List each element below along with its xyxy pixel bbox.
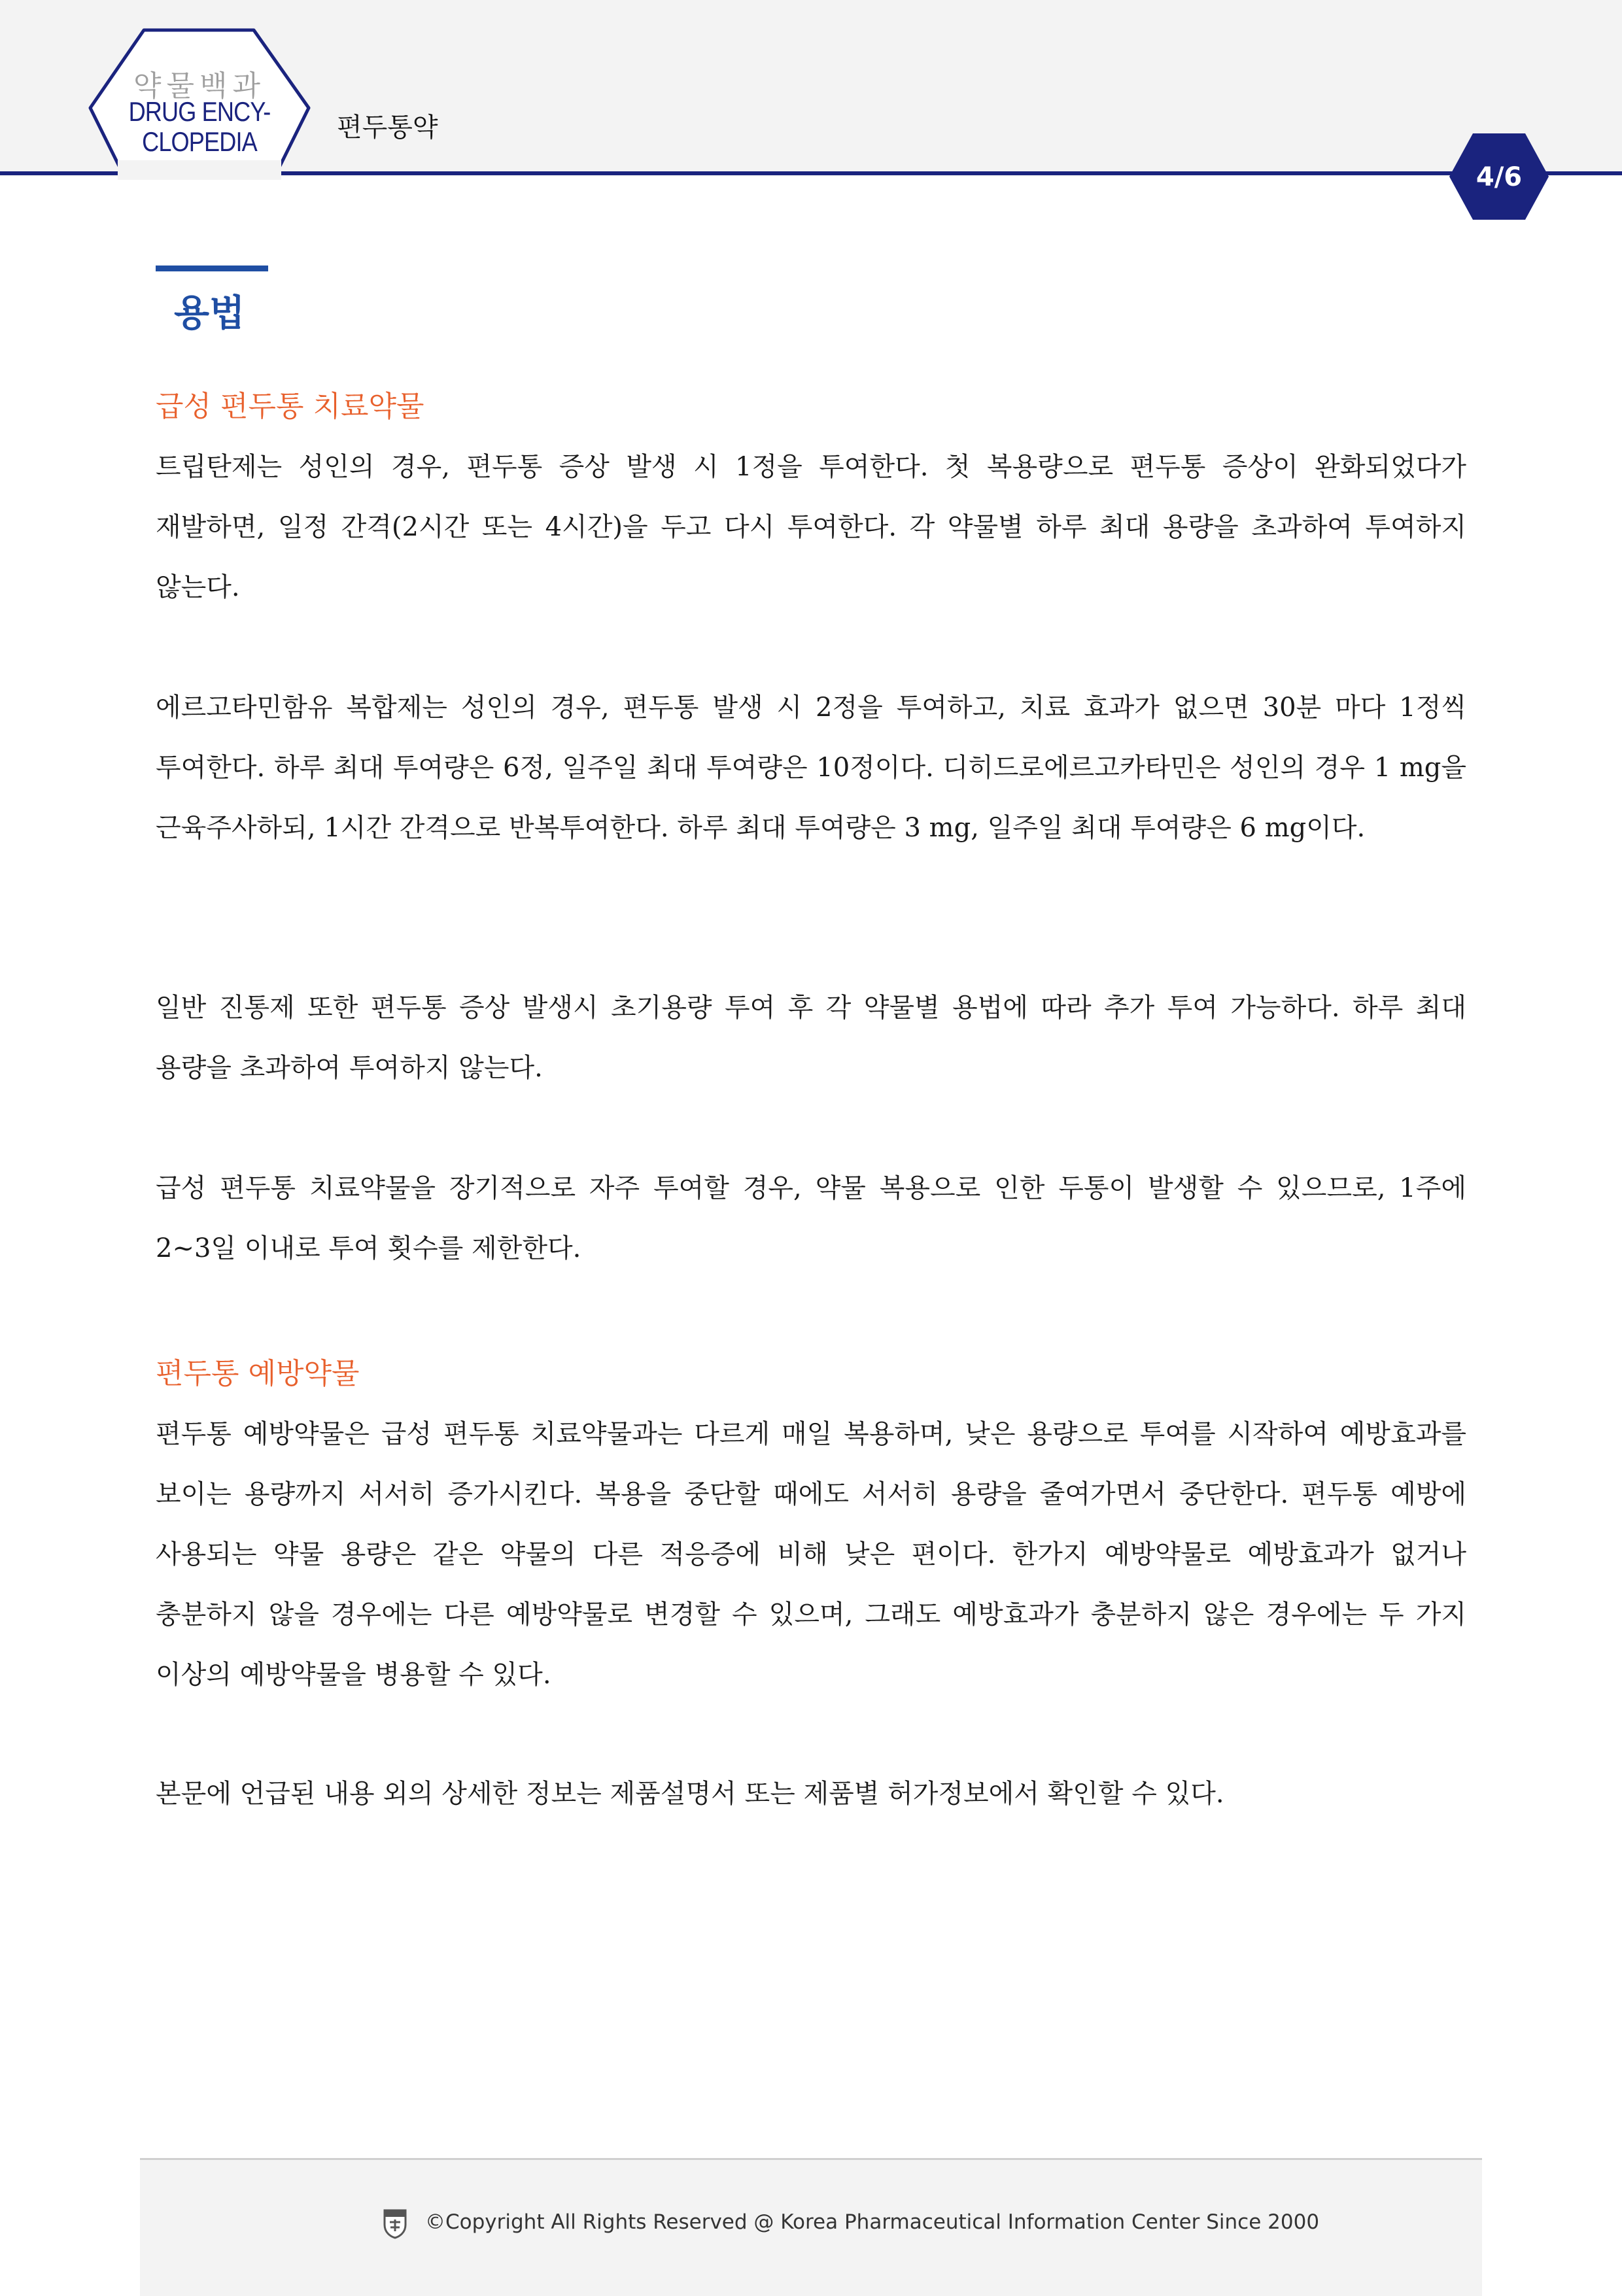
logo-english-text [112,97,287,157]
subheading-prevention: 편두통 예방약물 [156,1357,360,1390]
logo-english-line-1: DRUG ENCY- [128,96,271,127]
logo-english-line-2: CLOPEDIA [142,126,257,157]
shield-emblem-icon [382,2208,408,2239]
paragraph-triptan: 트립탄제는 성인의 경우, 편두통 증상 발생 시 1정을 투여한다. 첫 복용량으로 편두통 증상이 완화되었다가 재발하면, 일정 간격(2시간 또는 4시간)을 두고 다시 투여한다. 각 약물별 하루 최대 용량을 초과하여 투여하지 않는다. [156,452,1466,602]
paragraph-analgesics: 일반 진통제 또한 편두통 증상 발생시 초기용량 투여 후 각 약물별 용법에 따라 추가 투여 가능하다. 하루 최대 용량을 초과하여 투여하지 않는다. [156,993,1466,1083]
paragraph-more-info: 본문에 언급된 내용 외의 상세한 정보는 제품설명서 또는 제품별 허가정보에서 확인할 수 있다. [156,1779,1224,1809]
paragraph-ergotamine: 에르고타민함유 복합제는 성인의 경우, 편두통 발생 시 2정을 투여하고, 치료 효과가 없으면 30분 마다 1정씩 투여한다. 하루 최대 투여량은 6정, 일주일 최대 투여량은 10정이다. 디히드로에르고카타민은 성인의 경우 1 mg을 근육주사하되, 1시간 간격으로 반복투여한다. 하루 최대 투여량은 3 mg, 일주일 최대 투여량은 6 mg이다. [156,693,1466,843]
subheading-acute-treatment: 급성 편두통 치료약물 [156,390,424,423]
section-title: 용법 [174,292,245,335]
paragraph-overuse-warning: 급성 편두통 치료약물을 장기적으로 자주 투여할 경우, 약물 복용으로 인한 두통이 발생할 수 있으므로, 1주에 2~3일 이내로 투여 횟수를 제한한다. [156,1173,1466,1263]
footer-copyright: ©Copyright All Rights Reserved @ Korea Pharmaceutical Information Center Since 2000 [425,2210,1320,2234]
paragraph-prevention: 편두통 예방약물은 급성 편두통 치료약물과는 다르게 매일 복용하며, 낮은 용량으로 투여를 시작하여 예방효과를 보이는 용량까지 서서히 증가시킨다. 복용을 중단할 때에도 서서히 용량을 줄여가면서 중단한다. 편두통 예방에 사용되는 약물 용량은 같은 약물의 다른 적응증에 비해 낮은 편이다. 한가지 예방약물로 예방효과가 없거나 충분하지 않을 경우에는 다른 예방약물로 변경할 수 있으며, 그래도 예방효과가 충분하지 않은 경우에는 두 가지 이상의 예방약물을 병용할 수 있다. [156,1419,1466,1690]
drug-category-title: 편두통약 [337,112,438,143]
page-indicator: 4/6 [1475,162,1523,192]
logo-korean-text: 약물백과 [133,69,266,103]
section-title-rule [156,266,268,271]
